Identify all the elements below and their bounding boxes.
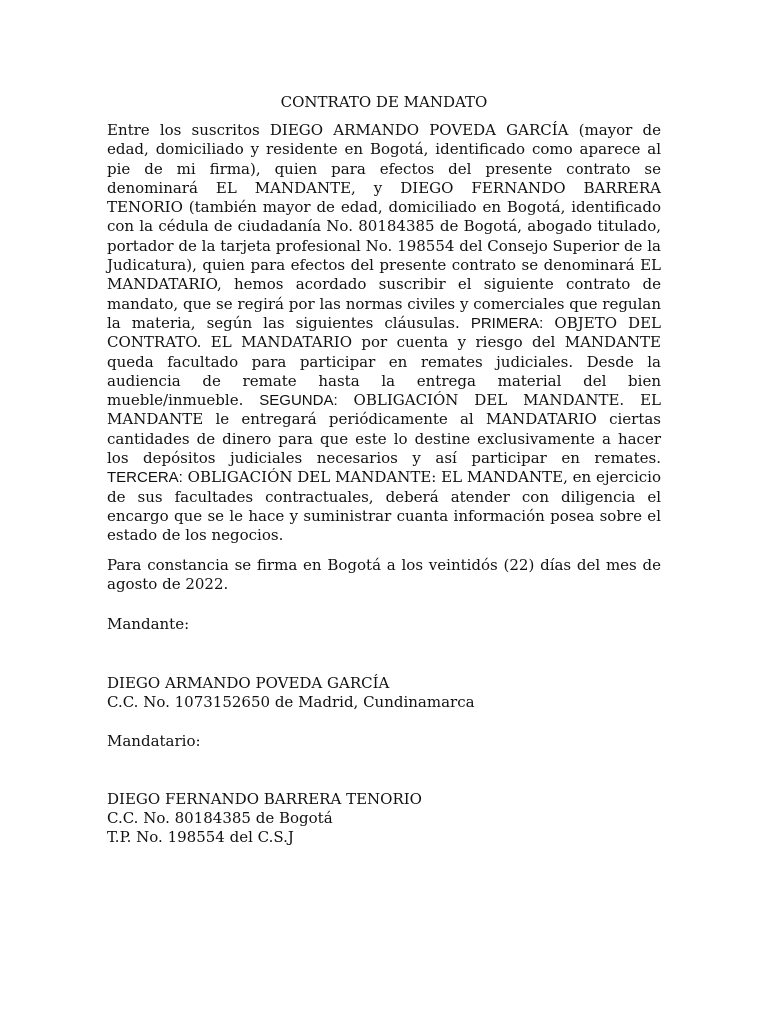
intro-paragraph: Entre los suscritos DIEGO ARMANDO POVEDA GARCÍA (mayor de edad, domiciliado y residente en Bogotá, identificado como aparece al pie de mi firma), quien para efectos del presente contrato se denominará EL MANDANTE, y DIEGO FERNANDO BARRERA TENORIO (también mayor de edad, domiciliado en Bogotá, identificado con la cédula de ciudadanía No. 80184385 de Bogotá, abogado titulado, portador de la tarjeta profesional No. 198554 del Consejo Superior de la Judicatura), quien para efectos del presente contrato se denominará EL MANDATARIO, hemos acordado suscribir el siguiente contrato de mandato, que se regirá por las normas civiles y comerciales que regulan la materia, según las siguientes cláusulas. xyxy=(107,121,661,332)
document-page xyxy=(107,92,662,846)
mandatario-name: DIEGO FERNANDO BARRERA TENORIO xyxy=(107,790,422,808)
document-title: CONTRATO DE MANDATO xyxy=(280,93,488,111)
clause-segunda-label: SEGUNDA: xyxy=(259,392,338,410)
closing-paragraph: Para constancia se firma en Bogotá a los veintidós (22) días del mes de agosto de 2022. xyxy=(107,555,661,593)
clause-segunda-text: OBLIGACIÓN DEL MANDANTE. EL MANDANTE le entregará periódicamente al MANDATARIO ciertas cantidades de dinero para que este lo destine exclusivamente a hacer los depósitos judiciales necesarios y así participar en remates. xyxy=(107,391,662,468)
mandante-label: Mandante: xyxy=(107,615,190,633)
clause-tercera-text: OBLIGACIÓN DEL MANDANTE: EL MANDANTE, en ejercicio de sus facultades contractuales, deberá atender con diligencia el encargo que se le hace y suministrar cuanta información posea sobre el estado de los negocios. xyxy=(107,468,661,545)
mandatario-id: C.C. No. 80184385 de Bogotá xyxy=(107,809,333,827)
mandatario-label: Mandatario: xyxy=(107,732,201,750)
contract-body xyxy=(107,121,661,546)
clause-primera-text: OBJETO DEL CONTRATO. EL MANDATARIO por cuenta y riesgo del MANDANTE queda facultado para participar en remates judiciales. Desde la audiencia de remate hasta la entrega material del bien mueble/inmueble. xyxy=(107,313,661,410)
mandante-name: DIEGO ARMANDO POVEDA GARCÍA xyxy=(107,674,390,692)
clause-primera-label: PRIMERA: xyxy=(470,314,544,332)
clause-tercera-label: TERCERA: xyxy=(107,469,183,487)
mandatario-tp: T.P. No. 198554 del C.S.J xyxy=(107,828,294,846)
mandante-id: C.C. No. 1073152650 de Madrid, Cundinamarca xyxy=(107,693,475,711)
